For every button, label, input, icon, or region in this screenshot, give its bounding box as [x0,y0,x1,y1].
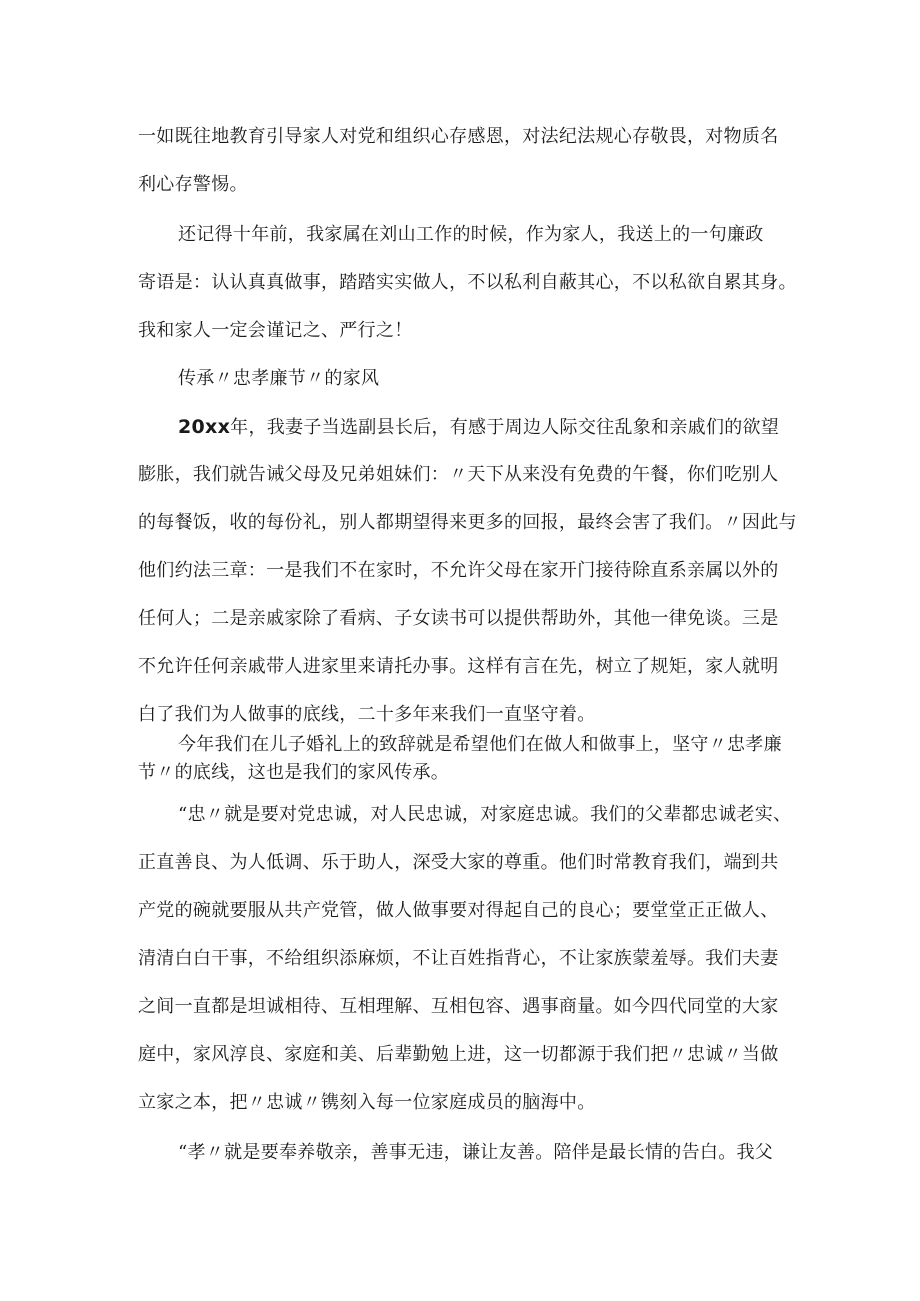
paragraph-line: 我和家人一定会谨记之、严行之！ [138,320,413,341]
paragraph-line: 还记得十年前，我家属在刘山工作的时候，作为家人，我送上的一句廉政 [178,224,764,245]
paragraph-line: 任何人；二是亲戚家除了看病、子女读书可以提供帮助外，其他一律免谈。三是 [138,608,779,629]
paragraph-line-text: 年，我妻子当选副县长后，有感于周边人际交往乱象和亲戚们的欲望 [230,417,780,438]
paragraph-line: 寄语是：认认真真做事，踏踏实实做人，不以私利自蔽其心，不以私欲自累其身。 [138,272,797,293]
paragraph-line: 今年我们在儿子婚礼上的致辞就是希望他们在做人和做事上，坚守〃忠孝廉 [178,734,782,755]
paragraph-line: “忠〃就是要对党忠诚，对人民忠诚，对家庭忠诚。我们的父辈都忠诚老实、 [178,804,792,825]
paragraph-line [178,415,779,440]
paragraph-line: 之间一直都是坦诚相待、互相理解、互相包容、遇事商量。如今四代同堂的大家 [138,996,779,1017]
paragraph-line: 正直善良、为人低调、乐于助人，深受大家的尊重。他们时常教育我们，端到共 [138,852,779,873]
paragraph-line: 白了我们为人做事的底线，二十多年来我们一直坚守着。 [138,704,596,725]
paragraph-line: 膨胀，我们就告诫父母及兄弟姐妹们：〃天下从来没有免费的午餐，你们吃别人 [138,464,779,485]
year-text: 20xx [178,416,231,438]
paragraph-line: 的每餐饭，收的每份礼，别人都期望得来更多的回报，最终会害了我们。〃因此与 [138,512,797,533]
paragraph-line: 节〃的底线，这也是我们的家风传承。 [138,762,450,783]
paragraph-line: 他们约法三章：一是我们不在家时，不允许父母在家开门接待除直系亲属以外的 [138,560,779,581]
paragraph-line: 不允许任何亲戚带人进家里来请托办事。这样有言在先，树立了规矩，家人就明 [138,656,779,677]
paragraph-line: 庭中，家风淳良、家庭和美、后辈勤勉上进，这一切都源于我们把〃忠诚〃当做 [138,1044,779,1065]
paragraph-line: 产党的碗就要服从共产党管，做人做事要对得起自己的良心；要堂堂正正做人、 [138,900,779,921]
paragraph-line: 一如既往地教育引导家人对党和组织心存感恩，对法纪法规心存敬畏，对物质名 [138,126,779,147]
section-heading: 传承〃忠孝廉节〃的家风 [178,368,380,389]
paragraph-line: 利心存警惕。 [138,174,248,195]
paragraph-line: 立家之本，把〃忠诚〃镌刻入每一位家庭成员的脑海中。 [138,1092,596,1113]
paragraph-line: 清清白白干事，不给组织添麻烦，不让百姓指背心，不让家族蒙羞辱。我们夫妻 [138,948,779,969]
paragraph-line: “孝〃就是要奉养敬亲，善事无违，谦让友善。陪伴是最长情的告白。我父 [178,1142,774,1163]
